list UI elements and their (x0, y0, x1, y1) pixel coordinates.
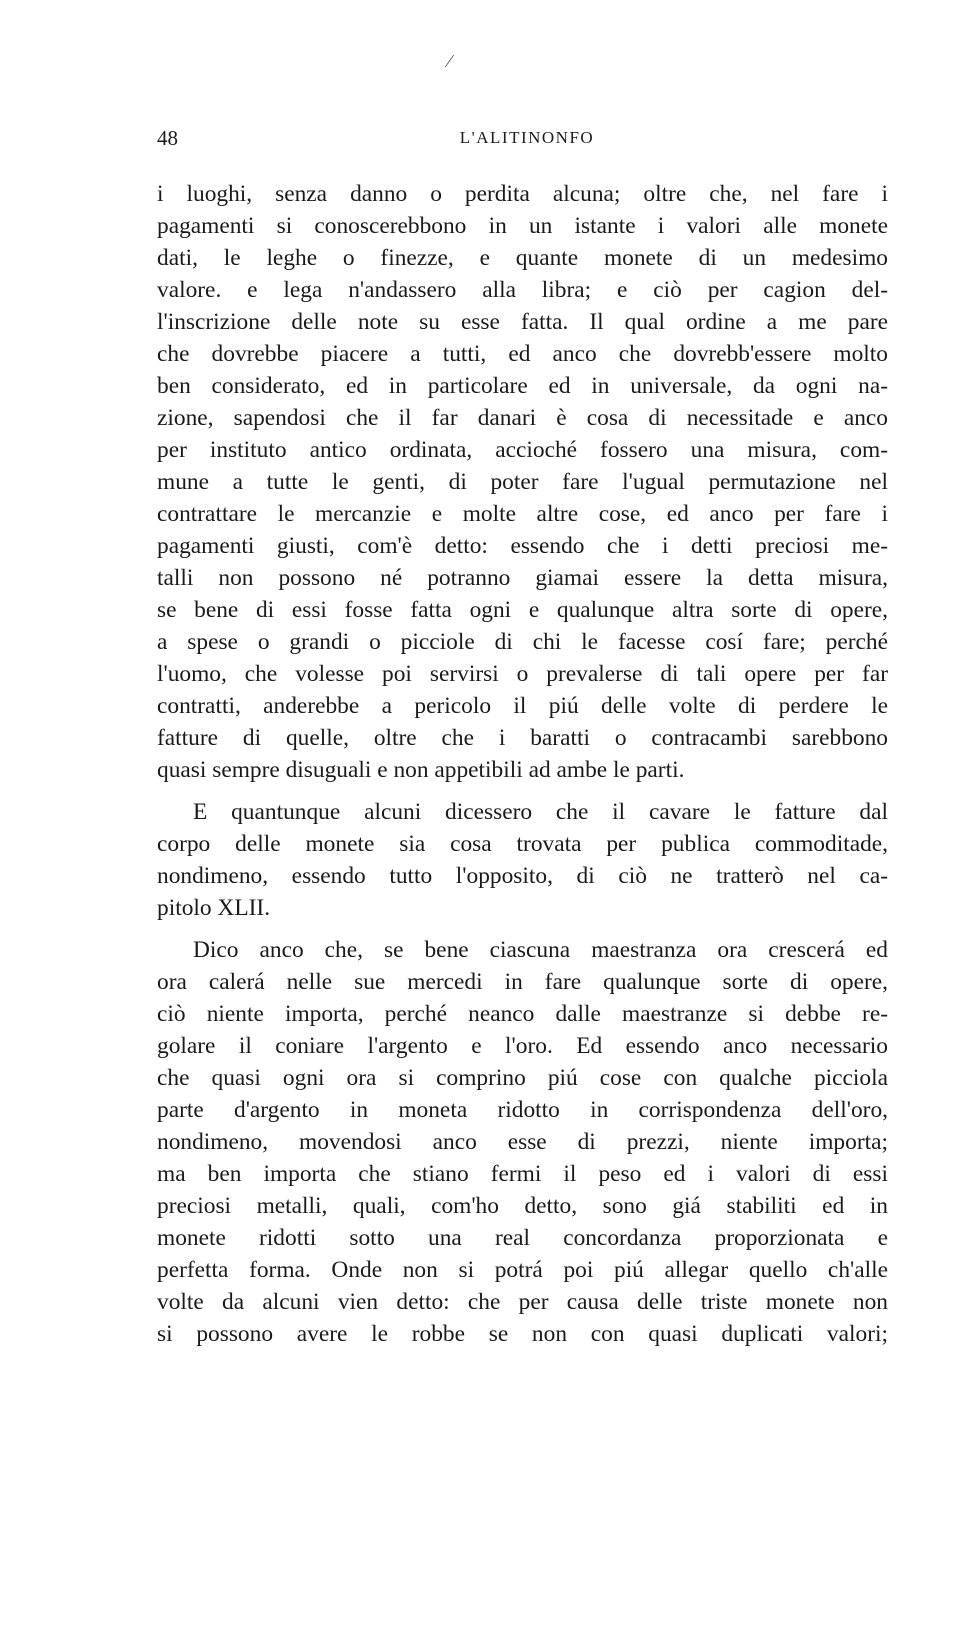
text-line: ma ben importa che stiano fermi il peso ed i valori di essi (157, 1161, 888, 1187)
paragraph-gap (157, 924, 888, 934)
text-line: zione, sapendosi che il far danari è cosa di necessitade e anco (157, 405, 888, 431)
text-line: contratti, anderebbe a pericolo il piú delle volte di perdere le (157, 693, 888, 719)
text-line: l'uomo, che volesse poi servirsi o prevalerse di tali opere per far (157, 661, 888, 687)
text-line: nondimeno, movendosi anco esse di prezzi, niente importa; (157, 1129, 888, 1155)
text-line: corpo delle monete sia cosa trovata per publica commoditade, (157, 831, 888, 857)
text-line: ora calerá nelle sue mercedi in fare qualunque sorte di opere, (157, 969, 888, 995)
stray-pen-mark: ⁄ (448, 51, 452, 71)
paragraph-3 (157, 934, 888, 1350)
text-line: talli non possono né potranno giamai essere la detta misura, (157, 565, 888, 591)
text-line: a spese o grandi o picciole di chi le facesse cosí fare; perché (157, 629, 888, 655)
page-number: 48 (157, 126, 178, 150)
text-line: golare il coniare l'argento e l'oro. Ed essendo anco necessario (157, 1033, 888, 1059)
text-line: quasi sempre disuguali e non appetibili ad ambe le parti. (157, 757, 685, 783)
text-line: monete ridotti sotto una real concordanza proporzionata e (157, 1225, 888, 1251)
text-line: Dico anco che, se bene ciascuna maestranza ora crescerá ed (193, 937, 888, 963)
text-line: dati, le leghe o finezze, e quante monete di un medesimo (157, 245, 888, 271)
paragraph-gap (157, 786, 888, 796)
text-line: i luoghi, senza danno o perdita alcuna; oltre che, nel fare i (157, 181, 888, 207)
running-head: L'ALITINONFO (459, 128, 595, 147)
text-line: volte da alcuni vien detto: che per causa delle triste monete non (157, 1289, 888, 1315)
text-line: perfetta forma. Onde non si potrá poi piú allegar quello ch'alle (157, 1257, 888, 1283)
paragraph-1 (157, 178, 888, 786)
text-line: ciò niente importa, perché neanco dalle maestranze si debbe re- (157, 1001, 888, 1027)
text-line: se bene di essi fosse fatta ogni e qualunque altra sorte di opere, (157, 597, 888, 623)
text-line: mune a tutte le genti, di poter fare l'ugual permutazione nel (157, 469, 888, 495)
text-line: nondimeno, essendo tutto l'opposito, di ciò ne tratterò nel ca- (157, 863, 888, 889)
text-line: pitolo XLII. (157, 895, 271, 921)
text-line: pagamenti giusti, com'è detto: essendo che i detti preciosi me- (157, 533, 888, 559)
text-line: contrattare le mercanzie e molte altre cose, ed anco per fare i (157, 501, 888, 527)
text-line: si possono avere le robbe se non con quasi duplicati valori; (157, 1321, 888, 1347)
text-line: l'inscrizione delle note su esse fatta. Il qual ordine a me pare (157, 309, 888, 335)
text-line: parte d'argento in moneta ridotto in corrispondenza dell'oro, (157, 1097, 888, 1123)
text-line: valore. e lega n'andassero alla libra; e ciò per cagion del- (157, 277, 888, 303)
text-line: pagamenti si conoscerebbono in un istante i valori alle monete (157, 213, 888, 239)
body-text (157, 178, 888, 1350)
text-line: che dovrebbe piacere a tutti, ed anco che dovrebb'essere molto (157, 341, 888, 367)
text-line: che quasi ogni ora si comprino piú cose con qualche picciola (157, 1065, 888, 1091)
text-line: fatture di quelle, oltre che i baratti o contracambi sarebbono (157, 725, 888, 751)
text-line: per instituto antico ordinata, accioché fossero una misura, com- (157, 437, 888, 463)
text-line: E quantunque alcuni dicessero che il cavare le fatture dal (193, 799, 888, 825)
text-line: ben considerato, ed in particolare ed in universale, da ogni na- (157, 373, 888, 399)
paragraph-2 (157, 796, 888, 924)
page-header (157, 124, 887, 152)
text-line: preciosi metalli, quali, com'ho detto, sono giá stabiliti ed in (157, 1193, 888, 1219)
